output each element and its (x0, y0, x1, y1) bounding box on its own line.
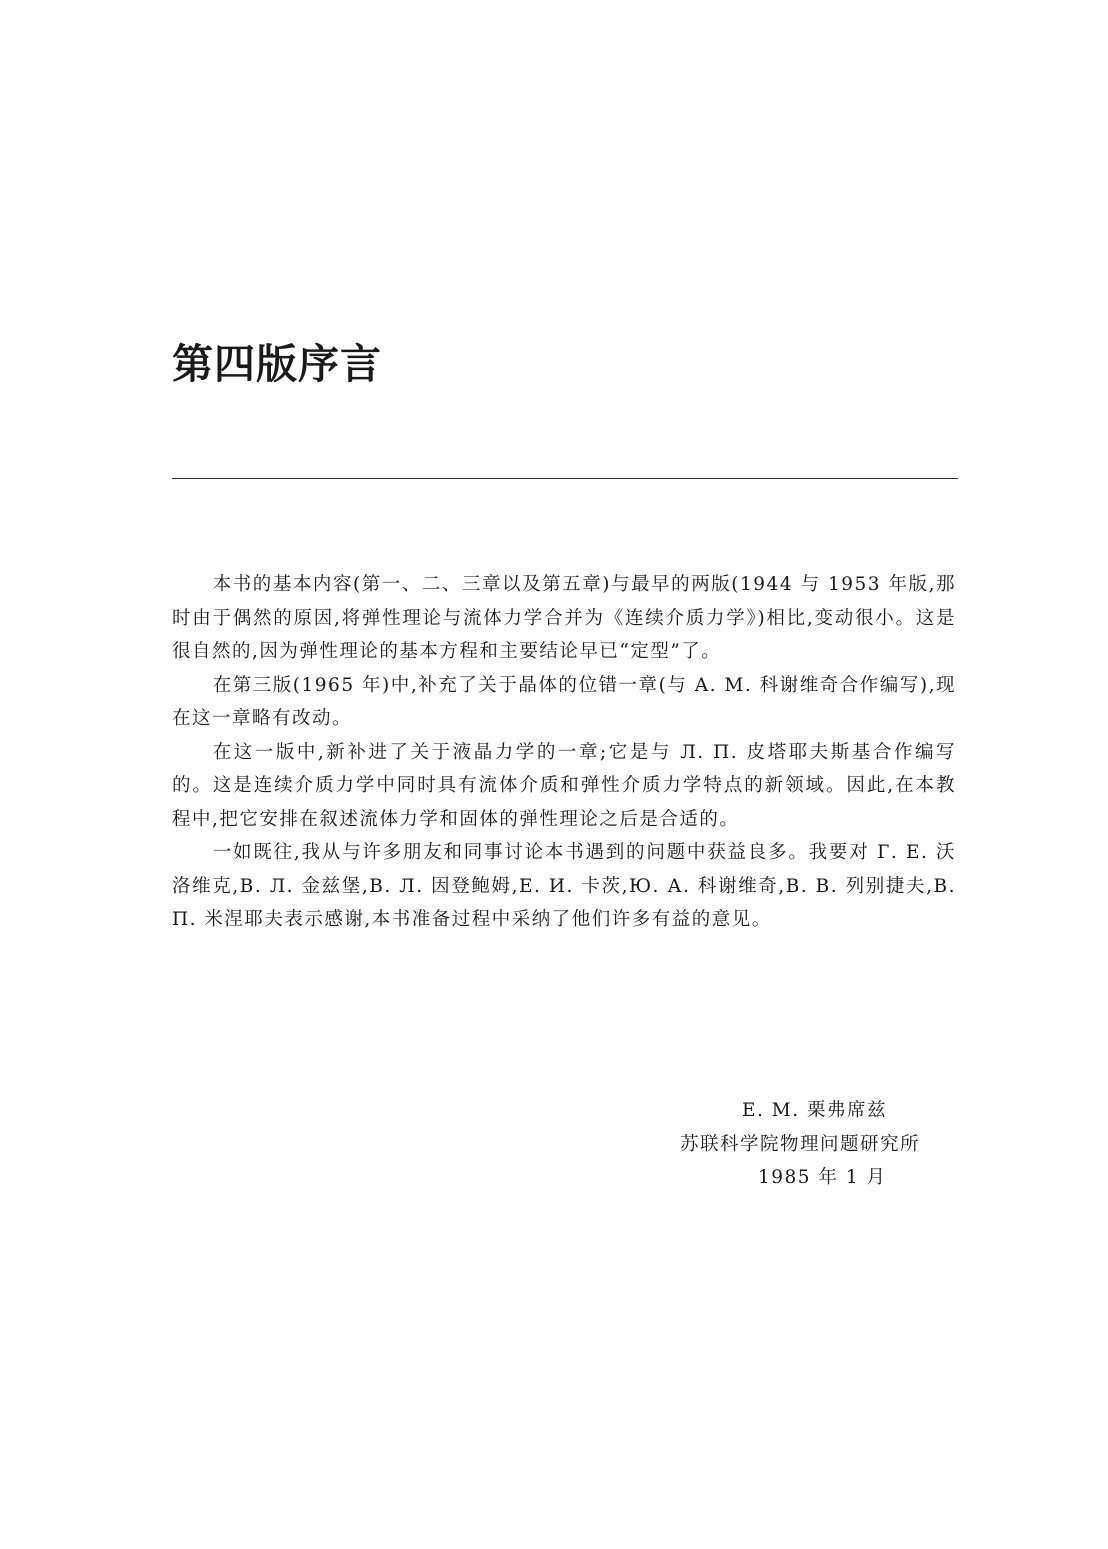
signature-author: E. M. 栗弗席兹 (742, 1100, 887, 1121)
signature-institution: 苏联科学院物理问题研究所 (680, 1133, 921, 1155)
page-title: 第四版序言 (172, 340, 382, 388)
title-divider (172, 478, 958, 479)
paragraph: 一如既往,我从与许多朋友和同事讨论本书遇到的问题中获益良多。我要对 Г. Е. 沃洛维克,В. Л. 金兹堡,В. Л. 因登鲍姆,Е. И. 卡茨,Ю. А. 科谢维奇,В. В. 列别捷夫,В. П. 米涅耶夫表示感谢,本书准备过程中采纳了他们许多有益的意见。 (172, 842, 956, 930)
signature-block (560, 1094, 956, 1195)
paragraph: 在第三版(1965 年)中,补充了关于晶体的位错一章(与 A. M. 科谢维奇合作编写),现在这一章略有改动。 (172, 674, 956, 729)
paragraph: 在这一版中,新补进了关于液晶力学的一章;它是与 Л. П. 皮塔耶夫斯基合作编写的。这是连续介质力学中同时具有流体介质和弹性介质力学特点的新领域。因此,在本教程中,把它安排在叙述流体力学和固体的弹性理论之后是合适的。 (172, 741, 956, 830)
paragraph: 本书的基本内容(第一、二、三章以及第五章)与最早的两版(1944 与 1953 年版,那时由于偶然的原因,将弹性理论与流体力学合并为《连续介质力学》)相比,变动很小。这是很自然的,因为弹性理论的基本方程和主要结论早已“定型”了。 (172, 574, 956, 662)
signature-date: 1985 年 1 月 (758, 1167, 887, 1188)
preface-body (172, 568, 956, 937)
